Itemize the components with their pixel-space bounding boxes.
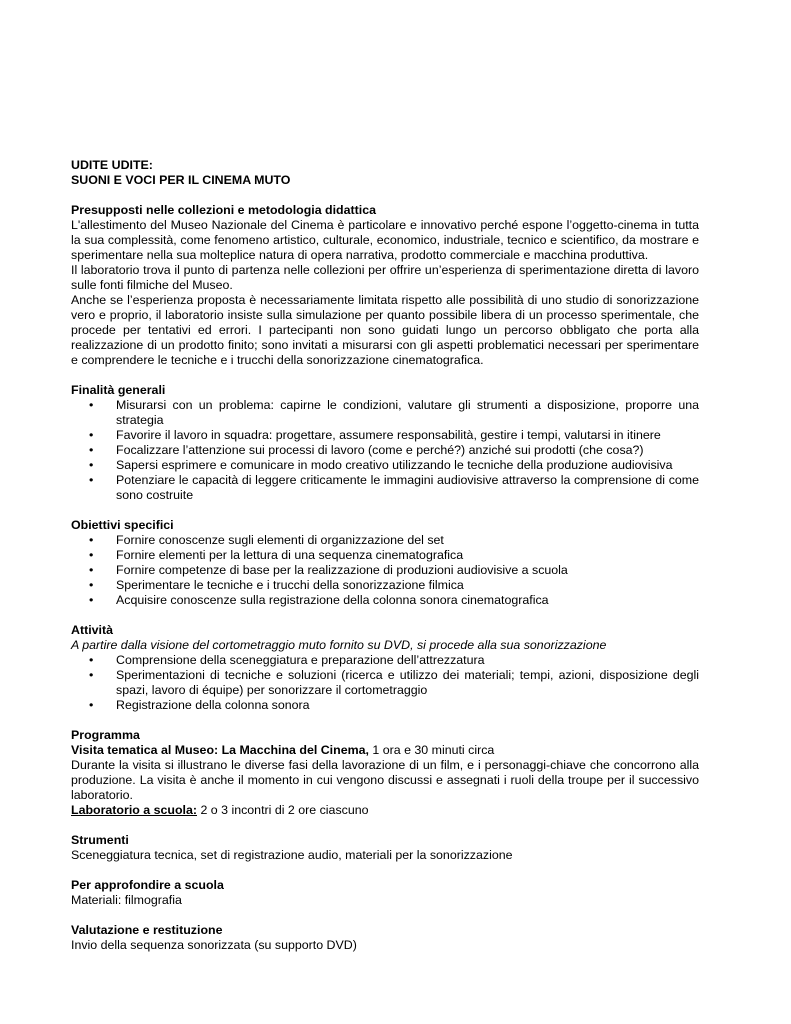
document-title <box>71 158 699 188</box>
heading-obiettivi: Obiettivi specifici <box>71 518 174 532</box>
list-item <box>71 458 699 473</box>
list-item <box>71 578 699 593</box>
bullet-icon: • <box>89 458 94 472</box>
list-item-text: Fornire competenze di base per la realizzazione di produzioni audiovisive a scuola <box>116 563 568 577</box>
heading-programma: Programma <box>71 728 140 742</box>
bullet-icon: • <box>89 548 94 562</box>
valutazione-text: Invio della sequenza sonorizzata (su supporto DVD) <box>71 938 357 952</box>
visita-description: Durante la visita si illustrano le diverse fasi della lavorazione di un film, e i personaggi-chiave che concorrono alla produzione. La visita è anche il momento in cui vengono discussi e assegnati i ruoli della troupe per il successivo laboratorio. <box>71 758 699 802</box>
section-obiettivi <box>71 518 699 608</box>
heading-finalita: Finalità generali <box>71 383 166 397</box>
list-item-text: Comprensione della sceneggiatura e preparazione dell’attrezzatura <box>116 653 485 667</box>
list-item-text: Sapersi esprimere e comunicare in modo creativo utilizzando le tecniche della produzione audiovisiva <box>116 458 673 472</box>
section-strumenti <box>71 833 699 863</box>
strumenti-text: Sceneggiatura tecnica, set di registrazione audio, materiali per la sonorizzazione <box>71 848 513 862</box>
list-item <box>71 443 699 458</box>
title-line-1: UDITE UDITE: <box>71 158 153 172</box>
list-item <box>71 593 699 608</box>
visita-duration: 1 ora e 30 minuti circa <box>368 743 495 757</box>
list-item <box>71 563 699 578</box>
bullet-icon: • <box>89 563 94 577</box>
list-item-text: Misurarsi con un problema: capirne le condizioni, valutare gli strumenti a disposizione, proporre una strategia <box>116 398 699 427</box>
obiettivi-list <box>71 533 699 608</box>
laboratorio-line <box>71 803 699 818</box>
bullet-icon: • <box>89 473 94 487</box>
list-item-text: Sperimentare le tecniche e i trucchi della sonorizzazione filmica <box>116 578 464 592</box>
list-item <box>71 473 699 503</box>
section-programma <box>71 728 699 818</box>
attivita-intro: A partire dalla visione del cortometraggio muto fornito su DVD, si procede alla sua sonorizzazione <box>71 638 607 652</box>
bullet-icon: • <box>89 578 94 592</box>
visita-line <box>71 743 699 758</box>
heading-valutazione: Valutazione e restituzione <box>71 923 223 937</box>
list-item <box>71 653 699 668</box>
section-presupposti <box>71 203 699 368</box>
bullet-icon: • <box>89 443 94 457</box>
section-finalita <box>71 383 699 503</box>
bullet-icon: • <box>89 668 94 682</box>
list-item <box>71 668 699 698</box>
title-line-2: SUONI E VOCI PER IL CINEMA MUTO <box>71 173 291 187</box>
list-item <box>71 548 699 563</box>
finalita-list <box>71 398 699 503</box>
paragraph: L'allestimento del Museo Nazionale del Cinema è particolare e innovativo perché espone l’oggetto-cinema in tutta la sua complessità, come fenomeno artistico, culturale, economico, industriale, tecnico e scientifico, da mostrare e sperimentare nella sua molteplice natura di opera narrativa, prodotto commerciale e macchina produttiva. <box>71 218 699 262</box>
heading-approfondire: Per approfondire a scuola <box>71 878 224 892</box>
list-item-text: Acquisire conoscenze sulla registrazione della colonna sonora cinematografica <box>116 593 549 607</box>
bullet-icon: • <box>89 698 94 712</box>
list-item-text: Potenziare le capacità di leggere criticamente le immagini audiovisive attraverso la comprensione di come sono costruite <box>116 473 699 502</box>
list-item <box>71 698 699 713</box>
bullet-icon: • <box>89 593 94 607</box>
list-item-text: Sperimentazioni di tecniche e soluzioni (ricerca e utilizzo dei materiali; tempi, azioni, disposizione degli spazi, lavoro di équipe) per sonorizzare il cortometraggio <box>116 668 699 697</box>
list-item-text: Registrazione della colonna sonora <box>116 698 310 712</box>
section-attivita <box>71 623 699 713</box>
list-item <box>71 533 699 548</box>
paragraph: Il laboratorio trova il punto di partenza nelle collezioni per offrire un’esperienza di sperimentazione diretta di lavoro sulle fonti filmiche del Museo. <box>71 263 699 292</box>
list-item-text: Fornire conoscenze sugli elementi di organizzazione del set <box>116 533 444 547</box>
visita-label: Visita tematica al Museo: La Macchina del Cinema, <box>71 743 369 757</box>
list-item <box>71 428 699 443</box>
section-valutazione <box>71 923 699 953</box>
list-item <box>71 398 699 428</box>
paragraph: Anche se l’esperienza proposta è necessariamente limitata rispetto alle possibilità di uno studio di sonorizzazione vero e proprio, il laboratorio insiste sulla simulazione per quanto possibile libera di un processo sperimentale, che procede per tentativi ed errori. I partecipanti non sono guidati lungo un percorso obbligato che porta alla realizzazione di un prodotto finito; sono invitati a misurarsi con gli aspetti problematici necessari per sperimentare e comprendere le tecniche e i trucchi della sonorizzazione cinematografica. <box>71 293 699 367</box>
laboratorio-label: Laboratorio a scuola: <box>71 803 197 817</box>
list-item-text: Favorire il lavoro in squadra: progettare, assumere responsabilità, gestire i tempi, valutarsi in itinere <box>116 428 661 442</box>
heading-presupposti: Presupposti nelle collezioni e metodologia didattica <box>71 203 376 217</box>
bullet-icon: • <box>89 533 94 547</box>
approfondire-text: Materiali: filmografia <box>71 893 182 907</box>
laboratorio-text: 2 o 3 incontri di 2 ore ciascuno <box>197 803 369 817</box>
list-item-text: Focalizzare l’attenzione sui processi di lavoro (come e perché?) anziché sui prodotti (che cosa?) <box>116 443 644 457</box>
bullet-icon: • <box>89 428 94 442</box>
document-body <box>71 158 699 968</box>
bullet-icon: • <box>89 398 94 412</box>
section-approfondire <box>71 878 699 908</box>
bullet-icon: • <box>89 653 94 667</box>
heading-attivita: Attività <box>71 623 113 637</box>
list-item-text: Fornire elementi per la lettura di una sequenza cinematografica <box>116 548 464 562</box>
heading-strumenti: Strumenti <box>71 833 129 847</box>
attivita-list <box>71 653 699 713</box>
